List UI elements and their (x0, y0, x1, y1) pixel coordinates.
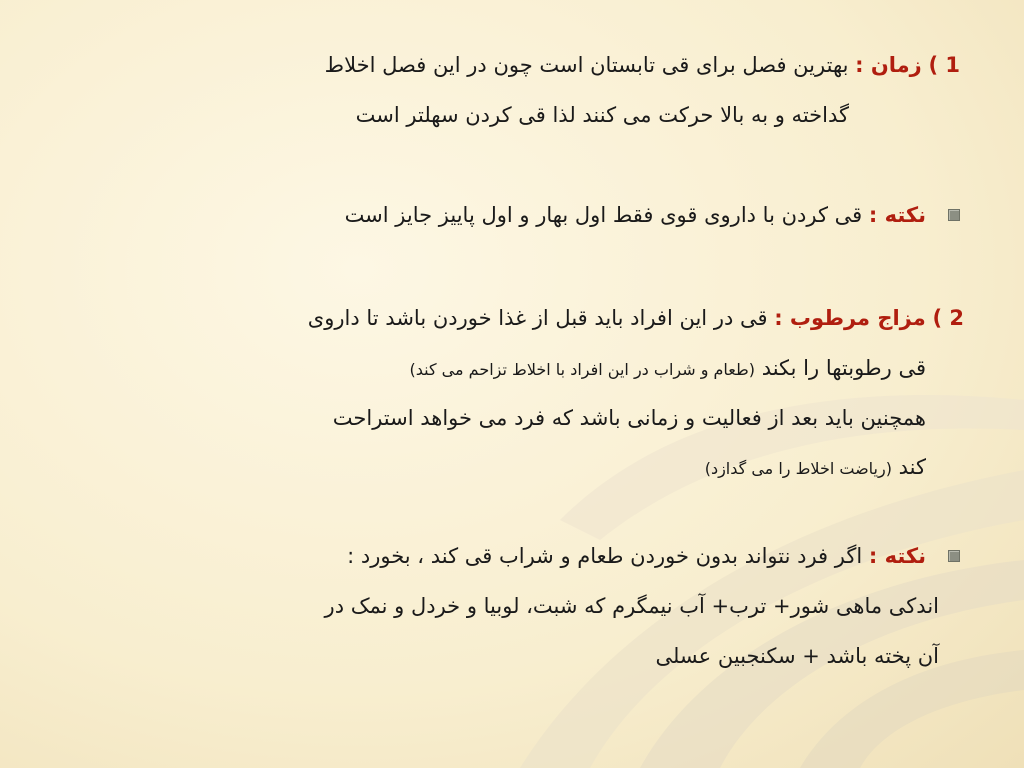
item2-keyword: مزاج مرطوب : (774, 306, 926, 330)
item2-paren-1: (طعام و شراب در این افراد با اخلاط تزاحم می کند) (409, 360, 755, 379)
item2-number: 2 ) (932, 306, 964, 330)
note2-text-3: آن پخته باشد + سکنجبین عسلی (655, 644, 939, 668)
item2-line2 (410, 353, 927, 385)
item1-text-2: گداخته و به بالا حرکت می کنند لذا قی کردن سهلتر است (355, 103, 849, 127)
note2-line2 (325, 591, 939, 621)
note2-line1 (347, 541, 926, 571)
note1-keyword: نکته : (868, 203, 926, 227)
item1-line2 (356, 100, 849, 130)
note1-line (345, 200, 926, 230)
item1-text-1: بهترین فصل برای قی تابستان است چون در این فصل اخلاط (324, 53, 849, 77)
item2-text-2: قی رطوبتها را بکند (761, 356, 926, 380)
note1-text: قی کردن با داروی قوی فقط اول بهار و اول پاییز جایز است (344, 203, 863, 227)
item2-line4 (705, 452, 926, 484)
note2-bullet (948, 550, 960, 562)
item1-keyword: زمان : (855, 53, 922, 77)
note2-text-2: اندکی ماهی شور+ ترب+ آب نیمگرم که شبت، لوبیا و خردل و نمک در (324, 594, 939, 618)
item2-paren-2: (ریاضت اخلاط را می گدازد) (704, 459, 892, 478)
note2-text-1: اگر فرد نتواند بدون خوردن طعام و شراب قی کند ، بخورد : (347, 544, 863, 568)
item2-text-1: قی در این افراد باید قبل از غذا خوردن باشد تا داروی (307, 306, 768, 330)
item2-line3 (333, 403, 926, 433)
note2-line3 (655, 641, 939, 671)
note2-keyword: نکته : (868, 544, 926, 568)
item1-number: 1 ) (928, 53, 960, 77)
note1-bullet (948, 209, 960, 221)
item2-line1 (308, 303, 964, 333)
item1-line1 (325, 50, 960, 80)
item2-text-4: کند (898, 455, 926, 479)
item2-text-3: همچنین باید بعد از فعالیت و زمانی باشد که فرد می خواهد استراحت (332, 406, 926, 430)
